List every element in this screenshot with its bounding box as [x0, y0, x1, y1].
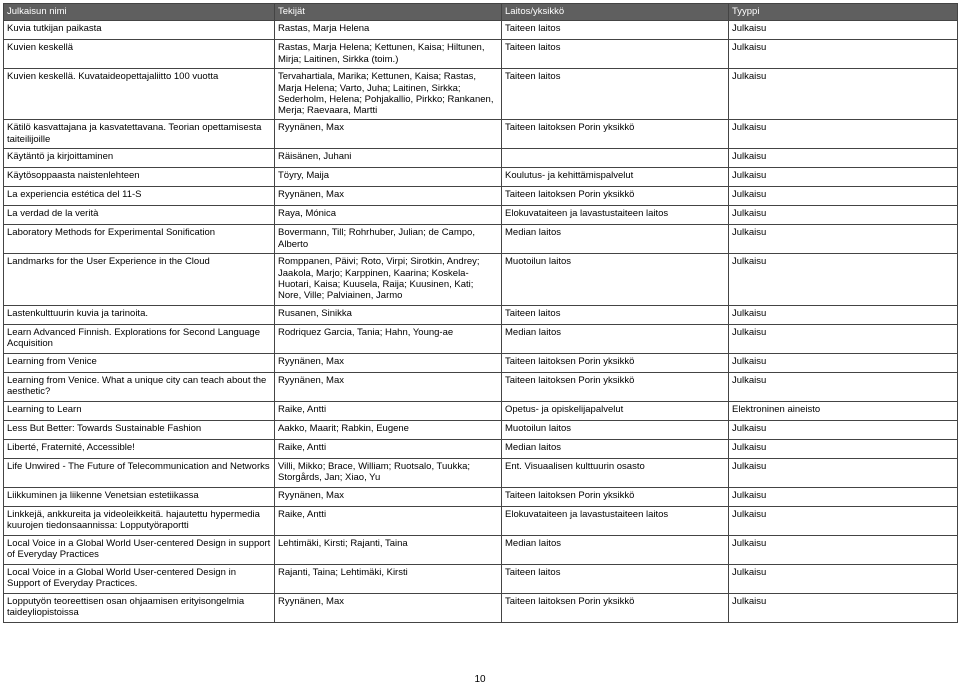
page-number: 10 [474, 674, 486, 685]
table-row [4, 324, 958, 353]
table-body [4, 21, 958, 622]
cell-type: Julkaisu [729, 535, 958, 564]
table-row [4, 254, 958, 305]
table-row [4, 420, 958, 439]
cell-authors: Ryynänen, Max [275, 593, 502, 622]
table-row [4, 439, 958, 458]
cell-title: Kuvien keskellä. Kuvataideopettajaliitto 100 vuotta [4, 69, 275, 120]
cell-authors: Aakko, Maarit; Rabkin, Eugene [275, 420, 502, 439]
cell-title: Landmarks for the User Experience in the Cloud [4, 254, 275, 305]
cell-title: La verdad de la verità [4, 206, 275, 225]
column-header-title: Julkaisun nimi [4, 4, 275, 21]
cell-title: Kuvia tutkijan paikasta [4, 21, 275, 40]
cell-type: Julkaisu [729, 187, 958, 206]
cell-title: Lastenkulttuurin kuvia ja tarinoita. [4, 305, 275, 324]
cell-title: Learning to Learn [4, 401, 275, 420]
cell-type: Julkaisu [729, 206, 958, 225]
cell-type: Julkaisu [729, 458, 958, 487]
cell-department: Taiteen laitoksen Porin yksikkö [502, 353, 729, 372]
cell-type: Julkaisu [729, 372, 958, 401]
cell-title: La experiencia estética del 11-S [4, 187, 275, 206]
cell-authors: Romppanen, Päivi; Roto, Virpi; Sirotkin, Andrey; Jaakola, Marjo; Karppinen, Kaarina; Koskela-Huotari, Kaisa; Kuusela, Raija; Kuusinen, Kati; Nore, Ville; Palviainen, Jarmo [275, 254, 502, 305]
cell-department: Median laitos [502, 439, 729, 458]
cell-title: Kätilö kasvattajana ja kasvatettavana. Teorian opettamisesta taiteilijoille [4, 120, 275, 149]
cell-authors: Raike, Antti [275, 439, 502, 458]
cell-department: Taiteen laitoksen Porin yksikkö [502, 120, 729, 149]
cell-type: Julkaisu [729, 487, 958, 506]
cell-title: Lopputyön teoreettisen osan ohjaamisen erityisongelmia taideyliopistoissa [4, 593, 275, 622]
cell-type: Julkaisu [729, 254, 958, 305]
cell-authors: Raya, Mónica [275, 206, 502, 225]
cell-authors: Rodriquez Garcia, Tania; Hahn, Young-ae [275, 324, 502, 353]
cell-authors: Ryynänen, Max [275, 120, 502, 149]
cell-department: Taiteen laitos [502, 69, 729, 120]
table-row [4, 372, 958, 401]
cell-department: Median laitos [502, 535, 729, 564]
table-row [4, 120, 958, 149]
cell-department: Taiteen laitos [502, 305, 729, 324]
cell-department: Taiteen laitoksen Porin yksikkö [502, 487, 729, 506]
cell-type: Julkaisu [729, 120, 958, 149]
publications-table [3, 3, 958, 623]
table-row [4, 506, 958, 535]
cell-title: Learn Advanced Finnish. Explorations for Second Language Acquisition [4, 324, 275, 353]
cell-authors: Lehtimäki, Kirsti; Rajanti, Taina [275, 535, 502, 564]
table-row [4, 225, 958, 254]
cell-authors: Räisänen, Juhani [275, 149, 502, 168]
column-header-department: Laitos/yksikkö [502, 4, 729, 21]
cell-type: Julkaisu [729, 506, 958, 535]
cell-title: Liikkuminen ja liikenne Venetsian estetiikassa [4, 487, 275, 506]
column-header-authors: Tekijät [275, 4, 502, 21]
cell-type: Julkaisu [729, 353, 958, 372]
table-row [4, 535, 958, 564]
cell-authors: Rastas, Marja Helena; Kettunen, Kaisa; Hiltunen, Mirja; Laitinen, Sirkka (toim.) [275, 40, 502, 69]
cell-type: Julkaisu [729, 225, 958, 254]
cell-department: Taiteen laitos [502, 21, 729, 40]
cell-title: Life Unwired - The Future of Telecommunication and Networks [4, 458, 275, 487]
table-row [4, 487, 958, 506]
cell-title: Local Voice in a Global World User-centered Design in Support of Everyday Practices. [4, 564, 275, 593]
cell-authors: Raike, Antti [275, 506, 502, 535]
cell-authors: Tervahartiala, Marika; Kettunen, Kaisa; Rastas, Marja Helena; Varto, Juha; Laitinen, Sirkka; Sederholm, Helena; Pohjakallio, Pirkko; Rankanen, Merja; Raevaara, Martti [275, 69, 502, 120]
cell-type: Julkaisu [729, 305, 958, 324]
cell-department: Elokuvataiteen ja lavastustaiteen laitos [502, 206, 729, 225]
cell-title: Less But Better: Towards Sustainable Fashion [4, 420, 275, 439]
cell-department: Ent. Visuaalisen kulttuurin osasto [502, 458, 729, 487]
cell-title: Liberté, Fraternité, Accessible! [4, 439, 275, 458]
cell-authors: Ryynänen, Max [275, 187, 502, 206]
cell-department: Muotoilun laitos [502, 254, 729, 305]
cell-title: Kuvien keskellä [4, 40, 275, 69]
cell-authors: Ryynänen, Max [275, 353, 502, 372]
cell-department: Taiteen laitoksen Porin yksikkö [502, 187, 729, 206]
cell-authors: Rastas, Marja Helena [275, 21, 502, 40]
cell-authors: Ryynänen, Max [275, 487, 502, 506]
table-row [4, 168, 958, 187]
cell-department: Taiteen laitos [502, 40, 729, 69]
cell-type: Julkaisu [729, 564, 958, 593]
cell-department: Muotoilun laitos [502, 420, 729, 439]
cell-authors: Bovermann, Till; Rohrhuber, Julian; de Campo, Alberto [275, 225, 502, 254]
cell-authors: Ryynänen, Max [275, 372, 502, 401]
cell-title: Laboratory Methods for Experimental Sonification [4, 225, 275, 254]
table-row [4, 69, 958, 120]
cell-department: Koulutus- ja kehittämispalvelut [502, 168, 729, 187]
cell-type: Elektroninen aineisto [729, 401, 958, 420]
cell-department: Median laitos [502, 225, 729, 254]
cell-type: Julkaisu [729, 439, 958, 458]
cell-authors: Villi, Mikko; Brace, William; Ruotsalo, Tuukka; Storgårds, Jan; Xiao, Yu [275, 458, 502, 487]
table-row [4, 353, 958, 372]
cell-title: Learning from Venice [4, 353, 275, 372]
table-row [4, 40, 958, 69]
cell-authors: Rusanen, Sinikka [275, 305, 502, 324]
table-row [4, 206, 958, 225]
cell-department: Taiteen laitos [502, 564, 729, 593]
cell-department: Elokuvataiteen ja lavastustaiteen laitos [502, 506, 729, 535]
cell-type: Julkaisu [729, 593, 958, 622]
table-row [4, 21, 958, 40]
cell-type: Julkaisu [729, 420, 958, 439]
cell-department: Taiteen laitoksen Porin yksikkö [502, 593, 729, 622]
table-row [4, 458, 958, 487]
cell-title: Käytäntö ja kirjoittaminen [4, 149, 275, 168]
cell-authors: Rajanti, Taina; Lehtimäki, Kirsti [275, 564, 502, 593]
column-header-type: Tyyppi [729, 4, 958, 21]
table-row [4, 564, 958, 593]
header-row [4, 4, 958, 21]
cell-title: Local Voice in a Global World User-centered Design in support of Everyday Practices [4, 535, 275, 564]
table-row [4, 593, 958, 622]
cell-type: Julkaisu [729, 69, 958, 120]
cell-authors: Raike, Antti [275, 401, 502, 420]
cell-title: Linkkejä, ankkureita ja videoleikkeitä. hajautettu hypermedia kuurojen tiedonsaannissa: Lopputyöraportti [4, 506, 275, 535]
cell-department: Taiteen laitoksen Porin yksikkö [502, 372, 729, 401]
table-row [4, 149, 958, 168]
cell-title: Learning from Venice. What a unique city can teach about the aesthetic? [4, 372, 275, 401]
cell-type: Julkaisu [729, 149, 958, 168]
table-row [4, 305, 958, 324]
cell-title: Käytösoppaasta naistenlehteen [4, 168, 275, 187]
cell-type: Julkaisu [729, 21, 958, 40]
cell-type: Julkaisu [729, 324, 958, 353]
cell-type: Julkaisu [729, 40, 958, 69]
table-row [4, 401, 958, 420]
cell-department: Opetus- ja opiskelijapalvelut [502, 401, 729, 420]
cell-department: Median laitos [502, 324, 729, 353]
cell-authors: Töyry, Maija [275, 168, 502, 187]
cell-department [502, 149, 729, 168]
table-row [4, 187, 958, 206]
cell-type: Julkaisu [729, 168, 958, 187]
